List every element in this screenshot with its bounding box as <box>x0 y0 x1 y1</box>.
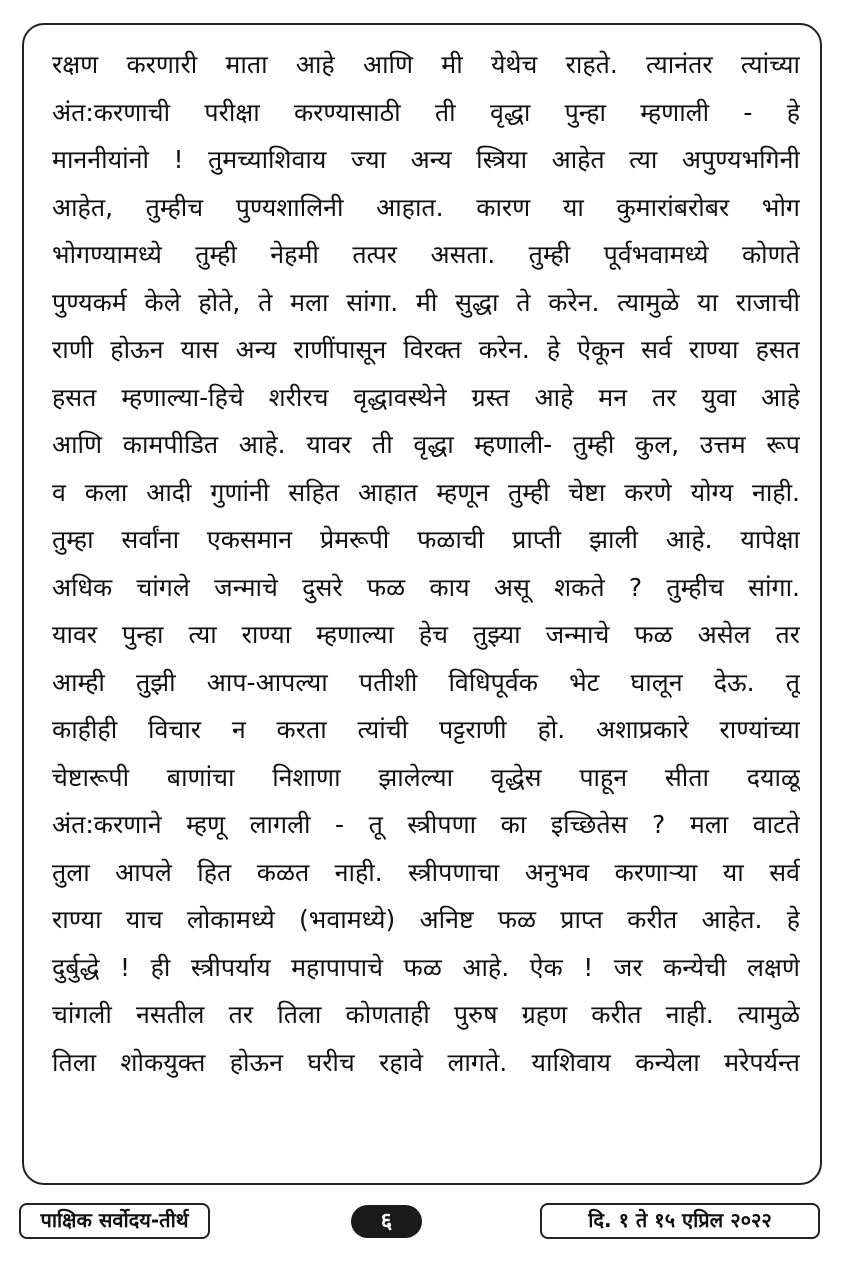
text-line: आम्ही तुझी आप-आपल्या पतीशी विधिपूर्वक भेट घालून देऊ. तू <box>52 667 800 697</box>
text-line: आणि कामपीडित आहे. यावर ती वृद्धा म्हणाली- तुम्ही कुल, उत्तम रूप <box>52 430 800 459</box>
text-line: आहेत, तुम्हीच पुण्यशालिनी आहात. कारण या कुमारांबरोबर भोग <box>52 192 800 222</box>
text-line: तुम्हा सर्वांना एकसमान प्रेमरूपी फळाची प्राप्ती झाली आहे. यापेक्षा <box>52 525 800 554</box>
text-line: अधिक चांगले जन्माचे दुसरे फळ काय असू शकते ? तुम्हीच सांगा. <box>52 572 800 602</box>
text-line: राणी होऊन यास अन्य राणींपासून विरक्त करेन. हे ऐकून सर्व राण्या हसत <box>52 335 800 364</box>
text-line: रक्षण करणारी माता आहे आणि मी येथेच राहते. त्यानंतर त्यांच्या <box>52 50 800 79</box>
text-line: चेष्टारूपी बाणांचा निशाणा झालेल्या वृद्धेस पाहून सीता दयाळू <box>52 762 800 792</box>
text-line: व कला आदी गुणांनी सहित आहात म्हणून तुम्ही चेष्टा करणे योग्य नाही. <box>52 477 800 507</box>
body-text <box>52 41 800 1086</box>
text-line: तिला शोकयुक्त होऊन घरीच रहावे लागते. याशिवाय कन्येला मरेपर्यन्त <box>52 1047 800 1077</box>
text-line: तुला आपले हित कळत नाही. स्त्रीपणाचा अनुभव करणाऱ्या या सर्व <box>52 857 800 887</box>
text-line: काहीही विचार न करता त्यांची पट्टराणी हो. अशाप्रकारे राण्यांच्या <box>52 715 800 744</box>
text-line: भोगण्यामध्ये तुम्ही नेहमी तत्पर असता. तुम्ही पूर्वभवामध्ये कोणते <box>52 240 800 269</box>
text-line: राण्या याच लोकामध्ये (भवामध्ये) अनिष्ट फळ प्राप्त करीत आहेत. हे <box>52 905 800 934</box>
page-number: ६ <box>351 1205 422 1238</box>
publication-name: पाक्षिक सर्वोदय-तीर्थ <box>19 1203 210 1239</box>
text-line: चांगली नसतील तर तिला कोणताही पुरुष ग्रहण करीत नाही. त्यामुळे <box>52 1000 800 1029</box>
text-line: माननीयांनो ! तुमच्याशिवाय ज्या अन्य स्त्रिया आहेत त्या अपुण्यभगिनी <box>52 145 800 174</box>
text-line: यावर पुन्हा त्या राण्या म्हणाल्या हेच तुझ्या जन्माचे फळ असेल तर <box>52 620 800 649</box>
text-line: अंत:करणाने म्हणू लागली - तू स्त्रीपणा का इच्छितेस ? मला वाटते <box>52 810 800 839</box>
issue-date: दि. १ ते १५ एप्रिल २०२२ <box>540 1203 820 1239</box>
text-line: हसत म्हणाल्या-हिचे शरीरच वृद्धावस्थेने ग्रस्त आहे मन तर युवा आहे <box>52 382 800 412</box>
page-footer <box>0 1203 850 1243</box>
text-line: दुर्बुद्धे ! ही स्त्रीपर्याय महापापाचे फळ आहे. ऐक ! जर कन्येची लक्षणे <box>52 952 800 982</box>
text-line: पुण्यकर्म केले होते, ते मला सांगा. मी सुद्धा ते करेन. त्यामुळे या राजाची <box>52 287 800 317</box>
text-line: अंत:करणाची परीक्षा करण्यासाठी ती वृद्धा पुन्हा म्हणाली - हे <box>52 97 800 127</box>
